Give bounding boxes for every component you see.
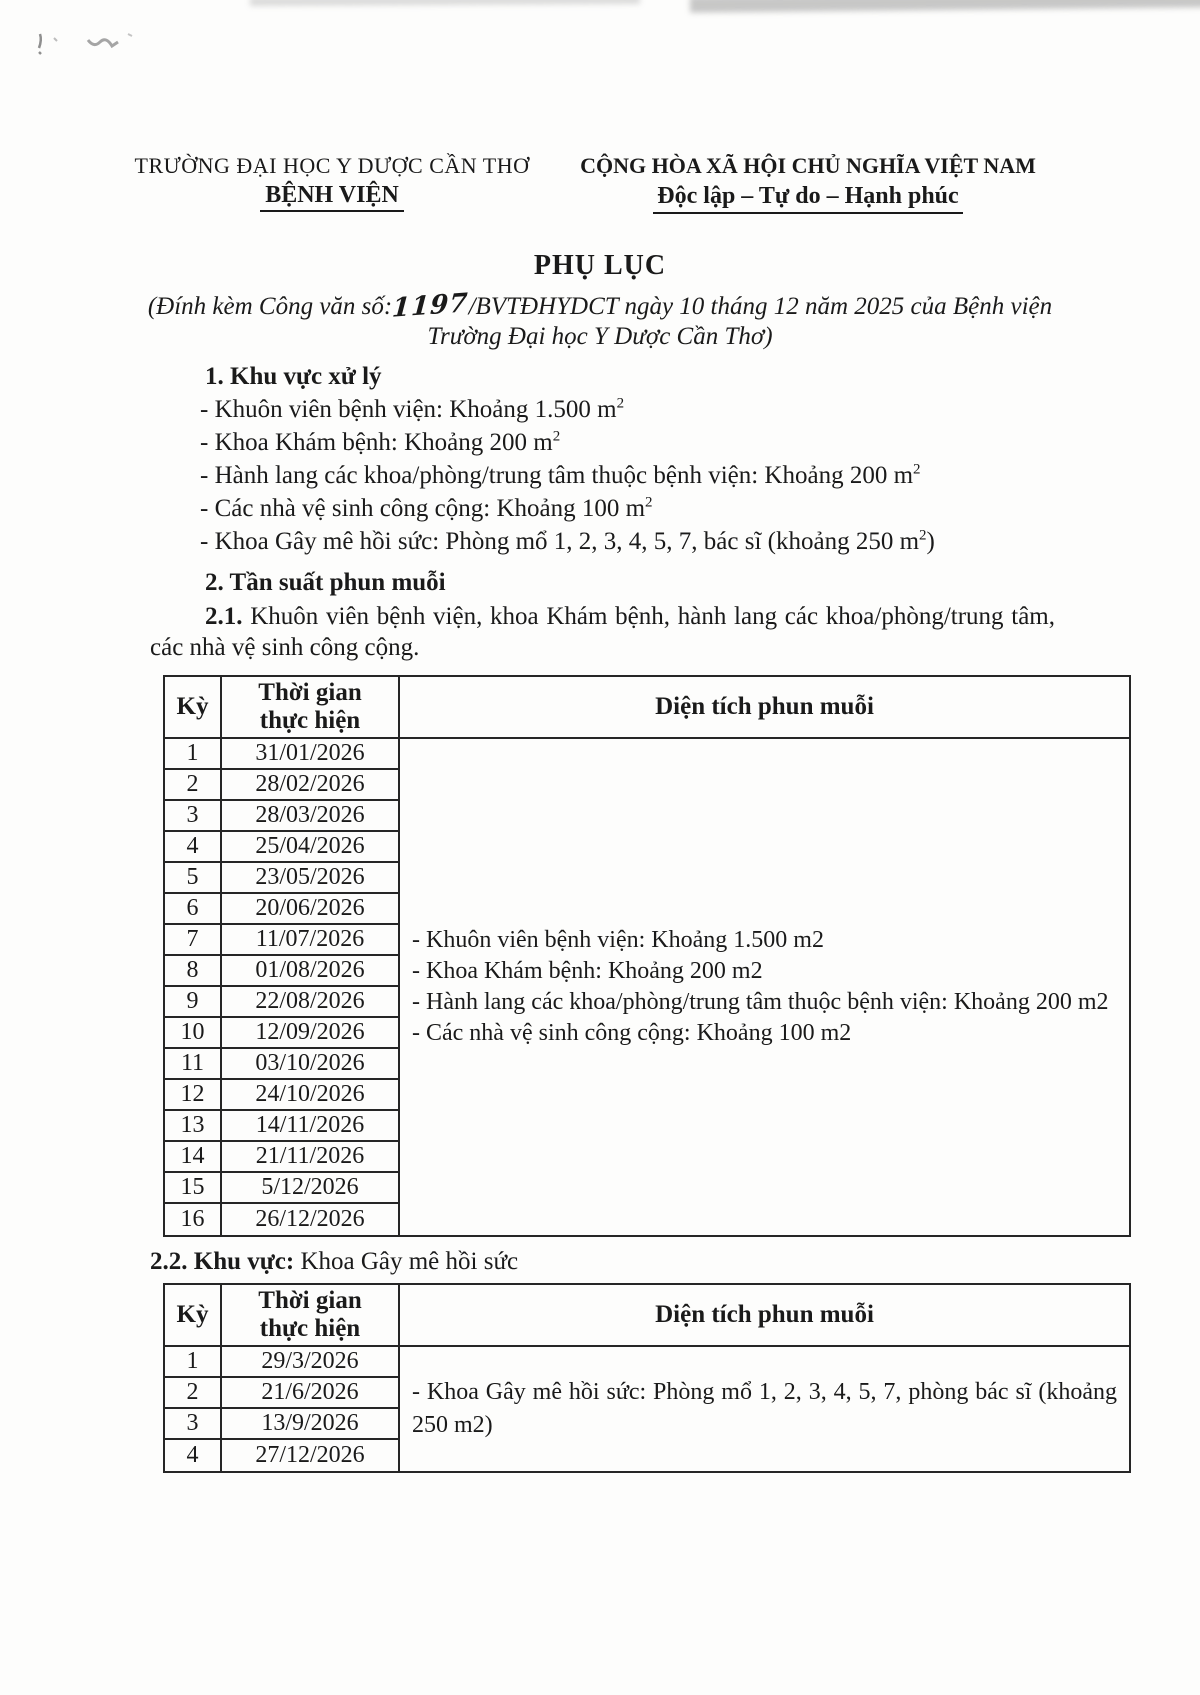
cycle-number-cell: 3: [165, 1409, 222, 1438]
table-1-header-time: Thời gian thực hiện: [222, 677, 400, 737]
area-list-item: [200, 525, 1055, 558]
table-2-header-time: Thời gian thực hiện: [222, 1285, 400, 1345]
area-item-text: - Khoa Gây mê hồi sức: Phòng mổ 1, 2, 3, 4, 5, 7, bác sĩ (khoảng 250 m: [200, 528, 920, 555]
national-motto: Độc lập – Tự do – Hạnh phúc: [653, 183, 962, 214]
section-2-heading: 2. Tần suất phun muỗi: [205, 569, 446, 596]
table-2-header-row: [165, 1285, 1129, 1347]
appendix-title: PHỤ LỤC: [533, 250, 667, 281]
area-item-text: - Khuôn viên bệnh viện: Khoảng 1.500 m: [200, 396, 617, 423]
cycle-number-cell: 2: [165, 1378, 222, 1407]
table-1-merged-area-cell: [400, 739, 1129, 1235]
table-row: [165, 956, 400, 987]
table-1-header-cycle: Kỳ: [165, 677, 222, 737]
cycle-number-cell: 2: [165, 770, 222, 799]
table-row: [165, 1347, 400, 1378]
table-2-merged-area-cell: [400, 1347, 1129, 1471]
date-cell: 5/12/2026: [222, 1173, 400, 1202]
attachment-note-pre: (Đính kèm Công văn số:: [147, 293, 393, 320]
table-row: [165, 739, 400, 770]
table-row: [165, 1142, 400, 1173]
date-cell: 25/04/2026: [222, 832, 400, 861]
table-2-header-cycle: Kỳ: [165, 1285, 222, 1345]
section-2-2-label: 2.2. Khu vực:: [150, 1248, 295, 1275]
area-item-text: - Các nhà vệ sinh công cộng: Khoảng 100 m: [200, 495, 646, 522]
date-cell: 13/9/2026: [222, 1409, 400, 1438]
area-list-item: [200, 492, 1055, 525]
section-2-2-text: Khoa Gây mê hồi sức: [294, 1248, 519, 1275]
cycle-number-cell: 4: [165, 1440, 222, 1471]
merged-area-line: - Các nhà vệ sinh công cộng: Khoảng 100 m2: [412, 1020, 852, 1046]
date-cell: 22/08/2026: [222, 987, 400, 1016]
table-row: [165, 1049, 400, 1080]
table-row: [165, 925, 400, 956]
cycle-number-cell: 10: [165, 1018, 222, 1047]
table-row: [165, 863, 400, 894]
table-2-header-area: Diện tích phun muỗi: [655, 1301, 874, 1328]
square-meter-superscript: 2: [919, 527, 927, 544]
national-title: CỘNG HÒA XÃ HỘI CHỦ NGHĨA VIỆT NAM: [580, 153, 1036, 178]
square-meter-superscript: 2: [913, 461, 921, 478]
table-row: [165, 1080, 400, 1111]
area-list-item: [200, 426, 1055, 459]
table-1-body: [165, 739, 1129, 1235]
date-cell: 11/07/2026: [222, 925, 400, 954]
section-2-1-text: Khuôn viên bệnh viện, khoa Khám bệnh, hành lang các khoa/phòng/trung tâm, các nhà vệ sinh công cộng.: [150, 603, 1055, 661]
section-2-1-label: 2.1.: [205, 603, 243, 630]
date-cell: 01/08/2026: [222, 956, 400, 985]
date-cell: 24/10/2026: [222, 1080, 400, 1109]
cycle-number-cell: 1: [165, 739, 222, 768]
cycle-number-cell: 8: [165, 956, 222, 985]
table-row: [165, 1440, 400, 1471]
area-item-text: - Khoa Khám bệnh: Khoảng 200 m: [200, 429, 553, 456]
section-1-heading: 1. Khu vực xử lý: [205, 363, 382, 390]
date-cell: 31/01/2026: [222, 739, 400, 768]
date-cell: 23/05/2026: [222, 863, 400, 892]
table-1-header-area: Diện tích phun muỗi: [655, 693, 874, 720]
area-item-text: - Hành lang các khoa/phòng/trung tâm thuộc bệnh viện: Khoảng 200 m: [200, 462, 914, 489]
attachment-note-line2: Trường Đại học Y Dược Cần Thơ): [427, 323, 773, 350]
table-2-rows: [165, 1347, 400, 1471]
date-cell: 28/03/2026: [222, 801, 400, 830]
area-list-item: [200, 393, 1055, 426]
area-item-suffix: ): [926, 528, 935, 555]
letterhead: [0, 0, 1200, 214]
table-2-body: [165, 1347, 1129, 1471]
table-row: [165, 987, 400, 1018]
national-title-block: [558, 153, 1058, 214]
table-row: [165, 770, 400, 801]
attachment-note-post: /BVTĐHYDCT ngày 10 tháng 12 năm 2025 của Bệnh viện: [468, 293, 1053, 320]
cycle-number-cell: 11: [165, 1049, 222, 1078]
cycle-number-cell: 14: [165, 1142, 222, 1171]
table-row: [165, 1018, 400, 1049]
date-cell: 29/3/2026: [222, 1347, 400, 1376]
cycle-number-cell: 7: [165, 925, 222, 954]
section-2-2-paragraph: [150, 1246, 1055, 1277]
merged-area-line: - Hành lang các khoa/phòng/trung tâm thuộc bệnh viện: Khoảng 200 m2: [412, 989, 1109, 1015]
merged-area-line: - Khuôn viên bệnh viện: Khoảng 1.500 m2: [412, 927, 824, 953]
merged-area-text: - Khoa Gây mê hồi sức: Phòng mổ 1, 2, 3, 4, 5, 7, phòng bác sĩ (khoảng 250 m2): [412, 1379, 1117, 1438]
table-row: [165, 1111, 400, 1142]
hospital-name: BỆNH VIỆN: [260, 182, 404, 212]
table-row: [165, 1173, 400, 1204]
pen-mark-artifact: [30, 26, 140, 62]
cycle-number-cell: 1: [165, 1347, 222, 1376]
date-cell: 20/06/2026: [222, 894, 400, 923]
date-cell: 28/02/2026: [222, 770, 400, 799]
square-meter-superscript: 2: [552, 428, 561, 445]
table-row: [165, 832, 400, 863]
cycle-number-cell: 5: [165, 863, 222, 892]
cycle-number-cell: 15: [165, 1173, 222, 1202]
cycle-number-cell: 16: [165, 1204, 222, 1235]
spray-schedule-table-1: [163, 675, 1131, 1237]
date-cell: 12/09/2026: [222, 1018, 400, 1047]
merged-area-line: - Khoa Khám bệnh: Khoảng 200 m2: [412, 958, 763, 984]
section-2-2-block: [150, 1246, 1055, 1277]
cycle-number-cell: 13: [165, 1111, 222, 1140]
cycle-number-cell: 6: [165, 894, 222, 923]
cycle-number-cell: 12: [165, 1080, 222, 1109]
table-row: [165, 1378, 400, 1409]
date-cell: 21/11/2026: [222, 1142, 400, 1171]
university-name: TRƯỜNG ĐẠI HỌC Y DƯỢC CẦN THƠ: [134, 153, 530, 178]
document-body: [150, 360, 1055, 663]
date-cell: 21/6/2026: [222, 1378, 400, 1407]
cycle-number-cell: 4: [165, 832, 222, 861]
table-1-header-row: [165, 677, 1129, 739]
table-row: [165, 1204, 400, 1235]
square-meter-superscript: 2: [645, 494, 653, 511]
section-2-1-paragraph: [150, 601, 1055, 663]
table-1-rows: [165, 739, 400, 1235]
spray-schedule-table-2: [163, 1283, 1131, 1473]
table-row: [165, 894, 400, 925]
square-meter-superscript: 2: [616, 395, 625, 412]
handwritten-document-number: 1197: [391, 288, 470, 324]
attachment-note-line1: [0, 288, 1200, 324]
issuing-org-block: [122, 153, 542, 214]
cycle-number-cell: 9: [165, 987, 222, 1016]
table-row: [165, 1409, 400, 1440]
date-cell: 26/12/2026: [222, 1204, 400, 1235]
section-1-area-list: [150, 393, 1055, 558]
cycle-number-cell: 3: [165, 801, 222, 830]
date-cell: 27/12/2026: [222, 1440, 400, 1471]
date-cell: 14/11/2026: [222, 1111, 400, 1140]
date-cell: 03/10/2026: [222, 1049, 400, 1078]
table-row: [165, 801, 400, 832]
area-list-item: [200, 459, 1055, 492]
attachment-note: [0, 288, 1200, 352]
